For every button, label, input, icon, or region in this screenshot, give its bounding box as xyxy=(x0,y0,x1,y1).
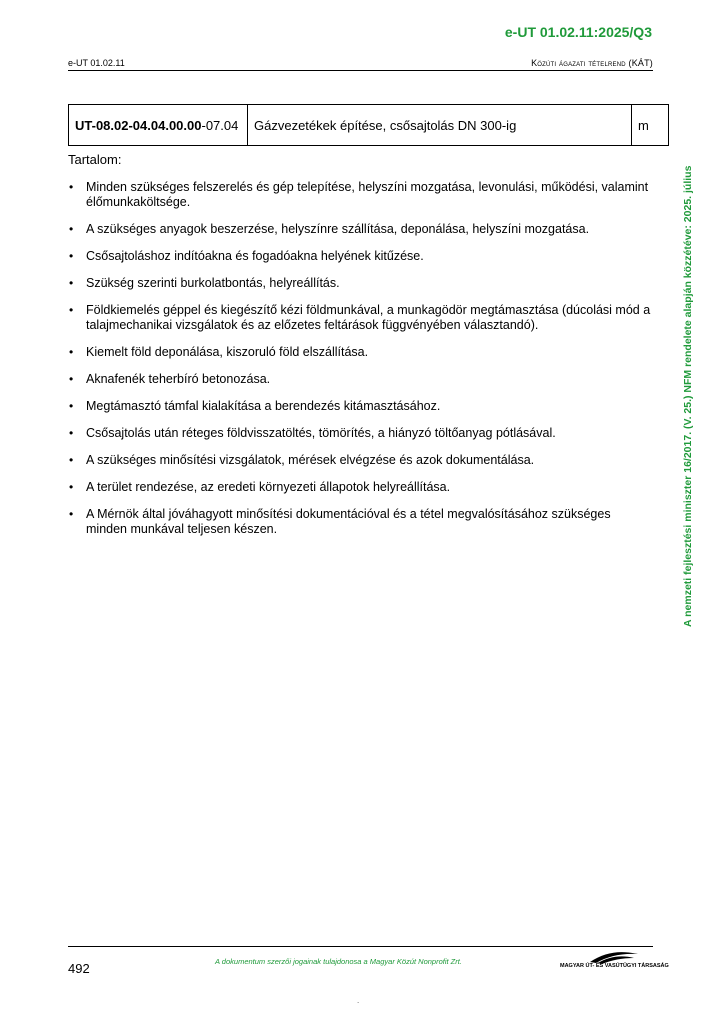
content-title: Tartalom: xyxy=(68,152,122,167)
list-item: • Csősajtoláshoz indítóakna és fogadóakna helyének kitűzése. xyxy=(68,249,653,264)
list-item: • A szükséges minősítési vizsgálatok, mérések elvégzése és azok dokumentálása. xyxy=(68,453,653,468)
list-item: • A szükséges anyagok beszerzése, helyszínre szállítása, deponálása, helyszíni mozgatása. xyxy=(68,222,653,237)
list-item: • Földkiemelés géppel és kiegészítő kézi földmunkával, a munkagödör megtámasztása (dúcolási mód a talajmechanikai vizsgálatok és az előzetes feltárások függvényében választandó). xyxy=(68,303,653,333)
footer-divider xyxy=(68,946,653,947)
copyright-notice: A dokumentum szerzői jogainak tulajdonosa a Magyar Közút Nonprofit Zrt. xyxy=(215,957,462,966)
page-number: 492 xyxy=(68,961,90,976)
list-item: • Kiemelt föld deponálása, kiszoruló föld elszállítása. xyxy=(68,345,653,360)
header-right: Közúti ágazati tételrend (KÁT) xyxy=(531,58,653,68)
list-item: • Minden szükséges felszerelés és gép telepítése, helyszíni mozgatása, levonulási, működési, valamint élőmunkaköltsége. xyxy=(68,180,653,210)
header-left: e-UT 01.02.11 xyxy=(68,58,125,68)
item-row xyxy=(69,105,669,146)
item-code-main: UT-08.02-04.04.00.00 xyxy=(75,117,202,133)
document-code: e-UT 01.02.11:2025/Q3 xyxy=(504,24,652,40)
list-item: • A Mérnök által jóváhagyott minősítési dokumentációval és a tétel megvalósításához szükséges minden munkával teljesen készen. xyxy=(68,507,653,537)
item-unit: m xyxy=(632,105,669,146)
list-item: • Aknafenék teherbíró betonozása. xyxy=(68,372,653,387)
item-description: Gázvezetékek építése, csősajtolás DN 300-ig xyxy=(248,105,632,146)
logo-text: MAGYAR ÚT- ÉS VASÚTÜGYI TÁRSASÁG xyxy=(560,963,669,969)
list-item: • Szükség szerinti burkolatbontás, helyreállítás. xyxy=(68,276,653,291)
list-item: • Megtámasztó támfal kialakítása a berendezés kitámasztásához. xyxy=(68,399,653,414)
content-list xyxy=(68,180,653,549)
footer-dot: . xyxy=(357,996,360,1005)
list-item: • Csősajtolás után réteges földvisszatöltés, tömörítés, a hiányzó töltőanyag pótlásával. xyxy=(68,426,653,441)
publication-note: A nemzeti fejlesztési miniszter 16/2017. (V. 25.) NFM rendelete alapján közzétéve: 2025. július xyxy=(682,165,694,627)
item-code-suffix: -07.04 xyxy=(201,117,239,133)
item-table xyxy=(68,104,669,146)
item-code xyxy=(69,105,248,146)
list-item: • A terület rendezése, az eredeti környezeti állapotok helyreállítása. xyxy=(68,480,653,495)
page-header xyxy=(68,58,653,71)
